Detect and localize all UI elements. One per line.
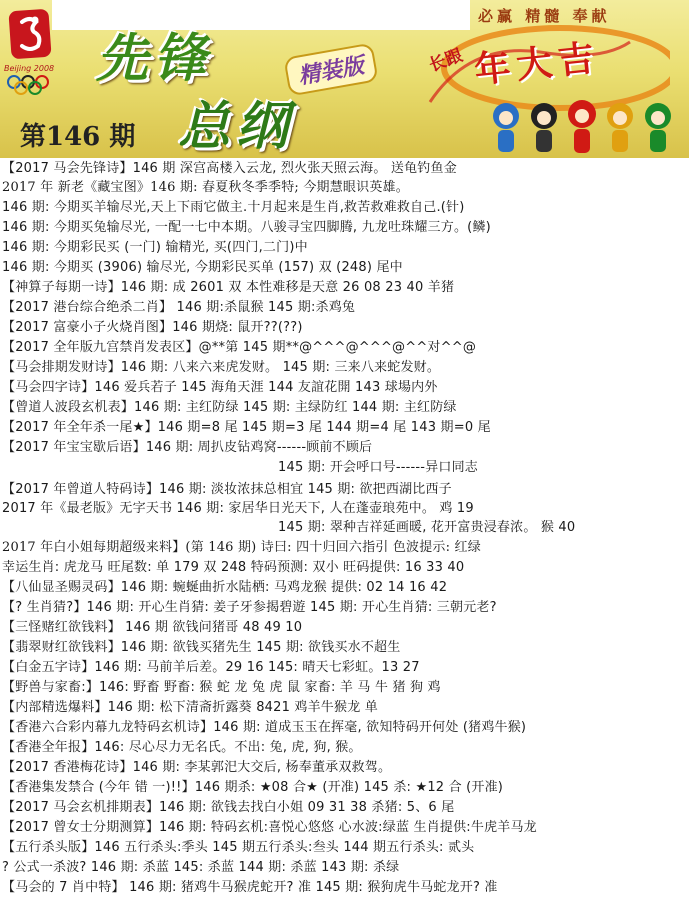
text-line: 【白金五字诗】146 期: 马前羊后差。29 16 145: 晴天七彩虹。13 27 (2, 660, 420, 675)
text-line: 146 期: 今期买 (3906) 输尽光, 今期彩民买单 (157) 双 (248) 尾中 (2, 260, 403, 275)
fuwa-mascots-icon (488, 98, 678, 156)
text-line: 【2017 年全年杀一尾★】146 期=8 尾 145 期=3 尾 144 期=4 尾 143 期=0 尾 (2, 420, 491, 435)
text-line: 【马会四字诗】146 爱兵若子 145 海角天涯 144 友誼花開 143 球場内外 (2, 380, 438, 395)
banner-title-line2: 总纲 (178, 96, 295, 157)
banner-slogan: 必赢 精髓 奉献 (478, 7, 611, 25)
olympic-rings-icon (6, 74, 54, 96)
text-line: 【香港集发禁合 (今年 错 一)!!】146 期杀: ★08 合★ (开准) 145 杀: ★12 合 (开准) (2, 780, 504, 795)
text-line: 【野兽与家畜:】146: 野畜 野畜: 猴 蛇 龙 兔 虎 鼠 家畜: 羊 马 牛 猪 狗 鸡 (2, 680, 441, 695)
text-line: 【2017 全年版九宫禁肖发表区】@**第 145 期**@^^^@^^^@^^对^^@ (2, 340, 477, 355)
text-line: 145 期: 翠种吉祥延画暖, 花开富贵浸春浓。 猴 40 (278, 520, 576, 535)
issue-number: 第146 期 (20, 122, 136, 152)
edition-badge: 精装版 (283, 42, 378, 96)
motto-small-text: 长跟 (426, 45, 466, 77)
text-line: 2017 年《最老版》无字天书 146 期: 家居华日光天下, 人在蓬壶琅苑中。 鸡 19 (2, 501, 474, 516)
text-line: 【香港六合彩内幕九龙特码玄机诗】146 期: 道成玉玉在挥毫, 欲知特码开何处 (猪鸡牛猴) (2, 720, 527, 735)
text-line: 145 期: 开会呼口号------异口同志 (278, 460, 479, 475)
text-line: 【翡翠财红欲钱料】146 期: 欲钱买猪先生 145 期: 欲钱买水不超生 (2, 640, 401, 655)
text-line: 【神算子每期一诗】146 期: 成 2601 双 本性难移是天意 26 08 23 40 羊猪 (2, 280, 455, 295)
text-line: 146 期: 今期彩民买 (一门) 输精光, 买(四门,二门)中 (2, 240, 308, 255)
emblem-caption: Beijing 2008 (4, 64, 55, 73)
text-line: ? 公式一杀波? 146 期: 杀蓝 145: 杀蓝 144 期: 杀蓝 143 期: 杀绿 (2, 860, 400, 875)
text-line: 【马会的 7 肖中特】 146 期: 猪鸡牛马猴虎蛇开? 准 145 期: 猴狗虎牛马蛇龙开? 准 (2, 880, 498, 895)
text-line: 【三怪赌红欲钱料】 146 期 欲钱问猪哥 48 49 10 (2, 620, 303, 635)
text-line: 【内部精选爆料】146 期: 松下清斋折露葵 8421 鸡羊牛猴龙 单 (2, 700, 378, 715)
text-line: 【2017 港台综合绝杀二肖】 146 期:杀鼠猴 145 期:杀鸡兔 (2, 300, 356, 315)
text-line: 幸运生肖: 虎龙马 旺尾数: 单 179 双 248 特码预测: 双小 旺码提供: 16 33 40 (2, 560, 465, 575)
text-line: 146 期: 今期买羊输尽光,天上下雨它做主.十月起来是生肖,救苦救难救自己.(针) (2, 200, 465, 215)
text-line: 【? 生肖猜?】146 期: 开心生肖猜: 姜子牙参揭碧遊 145 期: 开心生肖猜: 三朝元老? (2, 600, 497, 615)
text-line: 【五行杀头版】146 五行杀头:季头 145 期五行杀头:叁头 144 期五行杀头: 贰头 (2, 840, 475, 855)
text-line: 【2017 曾女士分期测算】146 期: 特码玄机:喜悦心悠悠 心水波:绿蓝 生肖提供:牛虎羊马龙 (2, 820, 537, 835)
text-line: 【2017 年曾道人特码诗】146 期: 淡妆浓抹总相宜 145 期: 欲把西湖比西子 (2, 482, 452, 497)
text-line: 【2017 年宝宝歇后语】146 期: 周扒皮钻鸡窝------顾前不顾后 (2, 440, 373, 455)
text-line: 【2017 马会先锋诗】146 期 深宫高楼入云龙, 烈火张天照云海。 送龟钓鱼金 (2, 161, 457, 176)
text-line: 【曾道人波段玄机表】146 期: 主红防绿 145 期: 主绿防红 144 期: 主红防绿 (2, 400, 457, 415)
text-line: 2017 年 新老《藏宝图》146 期: 春夏秋冬季季特; 今期慧眼识英雄。 (2, 180, 409, 195)
header-banner (0, 0, 689, 158)
text-line: 【2017 马会玄机排期表】146 期: 欲钱去找白小姐 09 31 38 杀猪: 5、6 尾 (2, 800, 455, 815)
banner-title-line1: 先锋 (96, 28, 213, 89)
text-line: 【2017 富豪小子火烧肖图】146 期烧: 鼠开??(??) (2, 320, 303, 335)
text-line: 【八仙显圣赐灵码】146 期: 蜿蜒曲折水陆栖: 马鸡龙猴 提供: 02 14 16 42 (2, 580, 448, 595)
text-line: 【马会排期发财诗】146 期: 八来六来虎发财。 145 期: 三来八来蛇发财。 (2, 360, 441, 375)
motto-big-text: 年大吉 (472, 36, 603, 92)
olympic-emblem-icon (8, 8, 52, 62)
text-line: 【香港全年报】146: 尽心尽力无名氏。不出: 兔, 虎, 狗, 猴。 (2, 740, 362, 755)
text-line: 2017 年白小姐每期超级来料】(第 146 期) 诗曰: 四十归回六指引 色波提示: 红绿 (2, 540, 481, 555)
text-line: 146 期: 今期买兔输尽光, 一配一七中本期。八骏寻宝四脚腾, 九龙吐珠耀三方。(鳞) (2, 220, 491, 235)
text-line: 【2017 香港梅花诗】146 期: 李某郭汜大交后, 杨奉董承双救驾。 (2, 760, 392, 775)
